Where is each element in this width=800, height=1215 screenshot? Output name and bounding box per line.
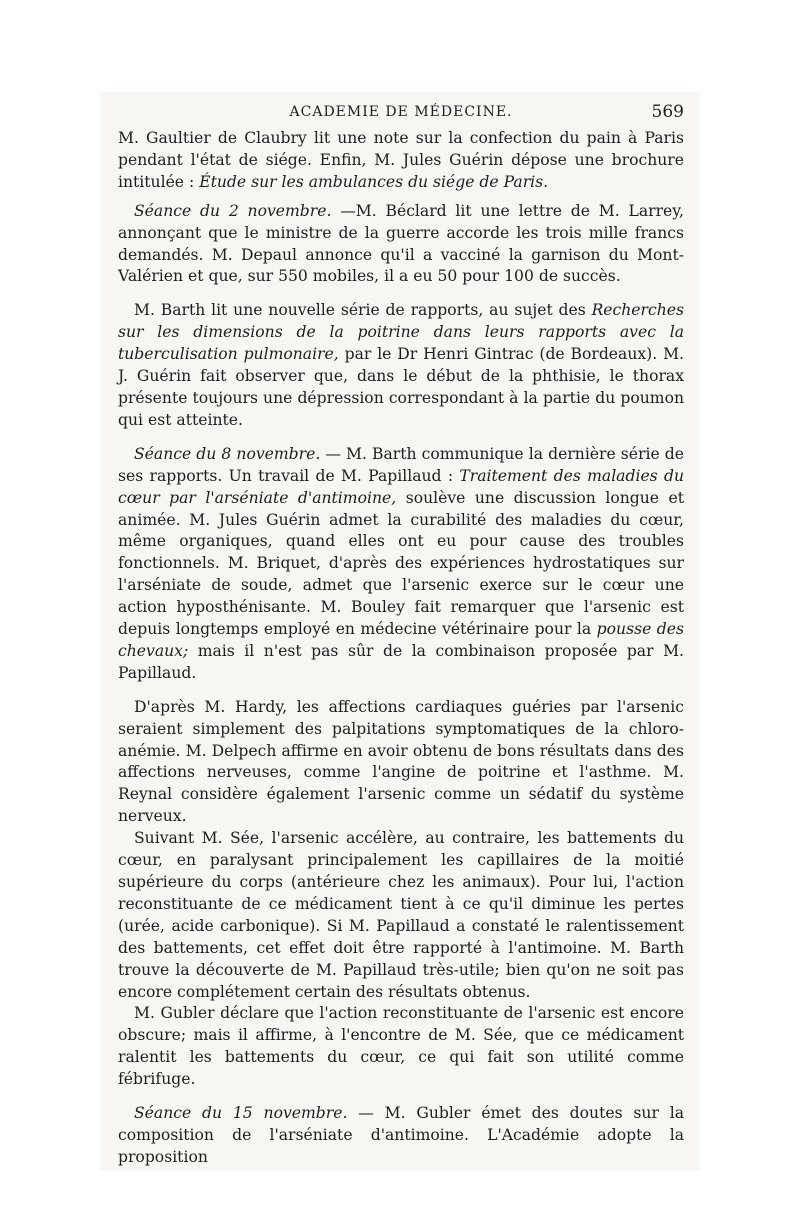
italic-text-run: Recherches sur les dimensions de la poitrine dans leurs rapports avec la tuberculisation pulmonaire, xyxy=(118,301,684,364)
italic-text-run: Étude sur les ambulances du siége de Paris. xyxy=(199,172,549,191)
text-run: —M. Béclard lit une lettre de M. Larrey, annonçant que le ministre de la guerre accorde les trois mille francs demandés. M. Depaul annonce qu'il a vacciné la garnison du Mont-Valérien et que, sur 550 mobiles, il a eu 50 pour 100 de succès. xyxy=(118,201,684,286)
paragraph-4 xyxy=(118,444,684,685)
text-run: D'après M. Hardy, les affections cardiaques guéries par l'arsenic seraient simplement des palpitations symptomatiques de la chloro-anémie. M. Delpech affirme en avoir obtenu de bons résultats dans des affections nerveuses, comme l'angine de poitrine et l'asthme. M. Reynal considère également l'arsenic comme un sédatif du système nerveux. xyxy=(118,697,684,826)
text-run: par le Dr Henri Gintrac (de Bordeaux). M. J. Guérin fait observer que, dans le début de la phthisie, le thorax présente toujours une dépression correspondant à la partie du poumon qui est atteinte. xyxy=(118,345,684,429)
italic-text-run: Séance du 15 novembre. xyxy=(134,1104,348,1123)
paragraph-3 xyxy=(118,300,684,431)
text-run: — M. Barth communique la dernière série de ses rapports. Un travail de M. Papillaud : xyxy=(118,444,684,485)
text-run: soulève une discussion longue et animée. M. Jules Guérin admet la curabilité des maladies du cœur, même organiques, quand elles ont eu pour cause des troubles fonctionnels. M. Briquet, d'après des expériences hydrostatiques sur l'arséniate de soude, admet que l'arsenic exerce sur le cœur une action hyposthénisante. M. Bouley fait remarquer que l'arsenic est depuis longtemps employé en médecine vétérinaire pour la xyxy=(118,488,685,639)
text-run: M. Barth lit une nouvelle série de rapports, au sujet des xyxy=(134,301,592,320)
text-run: mais il n'est pas sûr de la combinaison proposée par M. Papillaud. xyxy=(118,641,684,682)
paragraph-2 xyxy=(118,201,684,289)
italic-text-run: Séance du 8 novembre. xyxy=(134,444,321,463)
running-head-title: ACADEMIE DE MÉDECINE. xyxy=(289,104,513,120)
italic-text-run: pousse des chevaux; xyxy=(118,620,684,660)
text-run: M. Gubler déclare que l'action reconstituante de l'arsenic est encore obscure; mais il affirme, à l'encontre de M. Sée, que ce médicament ralentit les battements du cœur, ce qui fait son utilité comme fébrifuge. xyxy=(118,1004,684,1089)
paragraph-8 xyxy=(118,1103,684,1169)
paragraph-7 xyxy=(118,1003,684,1091)
text-run: Suivant M. Sée, l'arsenic accélère, au contraire, les battements du cœur, en paralysant principalement les capillaires de la moitié supérieure du corps (antérieure chez les animaux). Pour lui, l'action reconstituante de ce médicament tient à ce qu'il diminue les pertes (urée, acide carbonique). Si M. Papillaud a constaté le ralentissement des battements, cet effet doit être rapporté à l'antimoine. M. Barth trouve la découverte de M. Papillaud très-utile; bien qu'on ne soit pas encore complétement certain des résultats obtenus. xyxy=(118,829,684,1001)
italic-text-run: Traitement des maladies du cœur par l'arséniate d'antimoine, xyxy=(118,466,684,507)
running-header xyxy=(118,100,684,124)
paragraph-1 xyxy=(118,128,684,194)
paragraph-6 xyxy=(118,828,684,1003)
italic-text-run: Séance du 2 novembre. xyxy=(134,201,332,220)
text-run: M. Gaultier de Claubry lit une note sur la confection du pain à Paris pendant l'état de siége. Enfin, M. Jules Guérin dépose une brochure intitulée : xyxy=(118,129,684,191)
text-run: — M. Gubler émet des doutes sur la composition de l'arséniate d'antimoine. L'Académie adopte la proposition xyxy=(118,1104,684,1166)
page-number: 569 xyxy=(651,102,684,122)
body-text xyxy=(118,128,684,1176)
paragraph-5 xyxy=(118,697,684,828)
